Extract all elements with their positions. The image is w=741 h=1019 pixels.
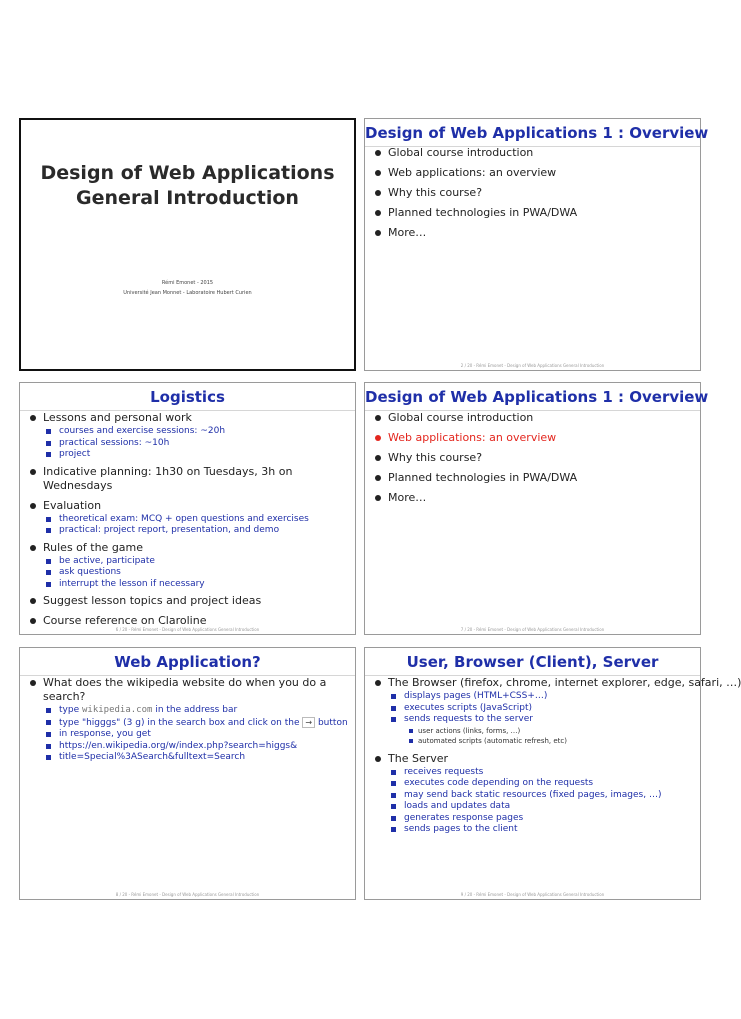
- list-item: The Server: [371, 752, 696, 766]
- list-item: The Browser (firefox, chrome, internet explorer, edge, safari, …): [371, 676, 696, 690]
- sub-item: courses and exercise sessions: ~20h: [26, 426, 351, 438]
- url-line: https://en.wikipedia.org/w/index.php?search=higgs&: [26, 741, 351, 753]
- sub-item: executes code depending on the requests: [371, 778, 696, 790]
- sub-item: interrupt the lesson if necessary: [26, 579, 351, 591]
- slide-footer: 6 / 20 - Rémi Emonet - Design of Web Applications General Introduction: [115, 627, 260, 632]
- slide-heading: Web Application?: [114, 653, 261, 671]
- slide-affiliation: Université Jean Monnet - Laboratoire Hubert Curien: [123, 290, 252, 296]
- sub-item: sends requests to the server: [371, 714, 696, 726]
- list-item: Global course introduction: [371, 411, 696, 425]
- slide-web-application: [19, 647, 356, 900]
- sub-item: in response, you get: [26, 729, 351, 741]
- slide-overview-2: [364, 382, 709, 635]
- slide-subtitle: General Introduction: [76, 187, 299, 209]
- sub-sub-item: user actions (links, forms, …): [371, 726, 696, 736]
- slide-footer: 9 / 20 - Rémi Emonet - Design of Web Applications General Introduction: [460, 892, 605, 897]
- list-item: Course reference on Claroline: [26, 614, 351, 628]
- code-snippet: wikipedia.com: [81, 705, 153, 715]
- list-item: More…: [371, 226, 696, 240]
- slide-heading: Logistics: [150, 388, 225, 406]
- list-item: Evaluation: [26, 499, 351, 513]
- slide-logistics: [19, 382, 356, 635]
- sub-item: may send back static resources (fixed pages, images, …): [371, 790, 696, 802]
- list-item: Indicative planning: 1h30 on Tuesdays, 3h on Wednesdays: [26, 465, 351, 493]
- list-item: What does the wikipedia website do when you do a search?: [26, 676, 351, 704]
- sub-item: displays pages (HTML+CSS+…): [371, 691, 696, 703]
- sub-item: theoretical exam: MCQ + open questions and exercises: [26, 514, 351, 526]
- sub-item: receives requests: [371, 767, 696, 779]
- sub-item: loads and updates data: [371, 801, 696, 813]
- list-item-current: Web applications: an overview: [371, 431, 696, 445]
- slide-heading: User, Browser (Client), Server: [406, 653, 659, 671]
- sub-item: practical: project report, presentation, and demo: [26, 525, 351, 537]
- sub-sub-item: automated scripts (automatic refresh, etc): [371, 736, 696, 746]
- url-line: title=Special%3ASearch&fulltext=Search: [26, 752, 351, 764]
- list-item: Web applications: an overview: [371, 166, 696, 180]
- list-item: Suggest lesson topics and project ideas: [26, 594, 351, 608]
- slide-heading: Design of Web Applications 1 : Overview: [365, 124, 709, 142]
- sub-item: project: [26, 449, 351, 461]
- list-item: More…: [371, 491, 696, 505]
- slide-user-browser-server: [364, 647, 741, 900]
- slide-footer: 7 / 20 - Rémi Emonet - Design of Web Applications General Introduction: [460, 627, 605, 632]
- sub-item: type wikipedia.com in the address bar: [26, 705, 351, 717]
- sub-item: practical sessions: ~10h: [26, 438, 351, 450]
- list-item: Planned technologies in PWA/DWA: [371, 206, 696, 220]
- sub-item: type "higggs" (3 g) in the search box and click on the → button: [26, 717, 351, 730]
- list-item: Why this course?: [371, 451, 696, 465]
- sub-item: generates response pages: [371, 813, 696, 825]
- slide-author: Rémi Emonet - 2015: [161, 280, 214, 286]
- list-item: Lessons and personal work: [26, 411, 351, 425]
- sub-item: executes scripts (JavaScript): [371, 703, 696, 715]
- slide-heading: Design of Web Applications 1 : Overview: [365, 388, 709, 406]
- slide-footer: 8 / 20 - Rémi Emonet - Design of Web Applications General Introduction: [115, 892, 260, 897]
- slide-main-title: Design of Web Applications: [40, 162, 335, 184]
- slide-title: [19, 118, 356, 371]
- slide-footer: 2 / 20 - Rémi Emonet - Design of Web Applications General Introduction: [460, 363, 605, 368]
- list-item: Global course introduction: [371, 146, 696, 160]
- list-item: Planned technologies in PWA/DWA: [371, 471, 696, 485]
- sub-item: sends pages to the client: [371, 824, 696, 836]
- list-item: Why this course?: [371, 186, 696, 200]
- slide-overview-1: [364, 118, 709, 371]
- arrow-button-icon: →: [302, 717, 315, 728]
- sub-item: ask questions: [26, 567, 351, 579]
- list-item: Rules of the game: [26, 541, 351, 555]
- sub-item: be active, participate: [26, 556, 351, 568]
